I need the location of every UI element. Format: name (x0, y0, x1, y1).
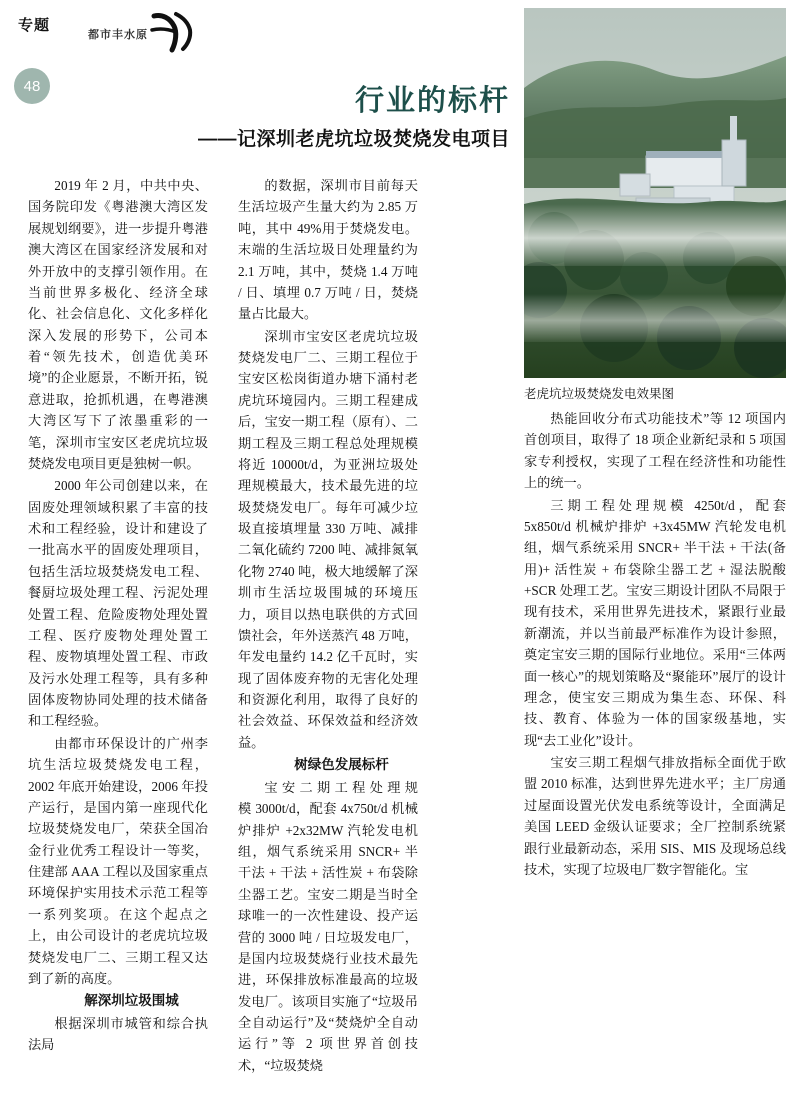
brush-stroke-logo-icon (148, 8, 196, 54)
page-title: 行业的标杆 (354, 85, 510, 117)
section-tag: 专题 (18, 17, 51, 34)
publication-logo-text: 都市丰水原 (88, 29, 148, 41)
paragraph: 根据深圳市城管和综合执法局 (28, 1016, 208, 1053)
paragraph: 宝安三期工程烟气排放指标全面优于欧盟 2010 标准，达到世界先进水平；主厂房通过屋面设置光伏发电系统等设计，全面满足美国 LEED 金级认证要求；全厂控制系统紧跟行业最新动态，采用 SIS、MIS 及现场总线技术，实现了垃圾电厂数字智能化。宝 (524, 755, 786, 877)
page-number-badge: 48 (14, 68, 50, 104)
paragraph: 深圳市宝安区老虎坑垃圾焚烧发电厂二、三期工程位于宝安区松岗街道办塘下涌村老虎坑环境园内。三期工程建成后，宝安一期工程（原有）、二期工程及三期工程总处理规模将近 10000t/d，为亚洲垃圾处理规模最大，技术最先进的垃圾焚烧发电厂。每年可减少垃圾直接填埋量 330 万吨、减排二氧化硫约 7200 吨、减排氮氧化物 2740 吨，极大地缓解了深圳市生活垃圾围城的环境压力，项目以热电联供的方式回馈社会，年外送蒸汽 48 万吨，年发电量约 14.2 亿千瓦时，实现了固体废弃物的无害化处理和资源化利用，取得了良好的社会效益、环保效益和经济效益。 (238, 328, 418, 750)
page-subtitle: ——记深圳老虎坑垃圾焚烧发电项目 (197, 129, 510, 150)
photo-caption: 老虎坑垃圾焚烧发电效果图 (524, 387, 675, 401)
paragraph: 宝 安 二 期 工 程 处 理 规 模 3000t/d，配套 4x750t/d 机械炉排炉 +2x32MW 汽轮发电机组，烟气系统采用 SNCR+ 半干法 + 干法 + 活性炭 + 布袋除尘器工艺。宝安二期是当时全球唯一的一次性建设、投产运营的 3000 吨 / 日垃圾发电厂，是国内垃圾焚烧行业技术最先进，环保排放标准最高的垃圾发电厂。该项目实施了“垃圾吊全自动运行”及“焚烧炉全自动运行”等 2 项世界首创技术，“垃圾焚烧 (238, 779, 418, 1073)
paragraph: 的数据，深圳市目前每天生活垃圾产生量大约为 2.85 万吨，其中 49%用于焚烧发电。末端的生活垃圾日处理量约为 2.1 万吨，其中，焚烧 1.4 万吨 / 日、填埋 0.7 万吨 / 日，焚烧量占比最大。 (238, 178, 418, 322)
paragraph: 2000 年公司创建以来，在固废处理领域积累了丰富的技术和工程经验，设计和建设了一批高水平的固废处理项目，包括生活垃圾焚烧发电工程、餐厨垃圾处理工程、污泥处理处置工程、危险废物处理处置工程、医疗废物处理处置工程、废物填埋处置工程、市政及污水处理工程等，具有多种固体废物协同处理的技术储备和工程经验。 (28, 478, 208, 729)
paragraph: 三期工程处理规模 4250t/d，配套 5x850t/d 机械炉排炉 +3x45MW 汽轮发电机组，烟气系统采用 SNCR+ 半干法 + 干法(备用)+ 活性炭 + 布袋除尘器工艺 + 湿法脱酸 +SCR 处理工艺。宝安三期设计团队不局限于现有技术，采用世界先进技术，紧跟行业最新潮流，并以当前最严标准作为设计参照，奠定宝安三期的国际行业地位。采用“三体两面一核心”的规划策略及“聚能环”展厅的设计理念，使宝安三期成为集生态、环保、科技、教育、体验为一体的国家级基地，实现“去工业化”设计。 (524, 497, 786, 748)
section-heading: 解深圳垃圾围城 (84, 993, 179, 1009)
body-column-3 (524, 408, 786, 1048)
body-column-1 (28, 175, 208, 1055)
paragraph: 由都市环保设计的广州李坑生活垃圾焚烧发电工程，2002 年底开始建设，2006 年投产运行，是国内第一座现代化垃圾焚烧发电厂，荣获全国冶金行业优秀工程设计一等奖，住建部 AAA 工程以及国家重点环境保护实用技术示范工程等一系列奖项。在这个起点之上，由公司设计的老虎坑垃圾焚烧发电厂二、三期工程又达到了新的高度。 (28, 735, 208, 986)
paragraph: 2019 年 2 月，中共中央、国务院印发《粤港澳大湾区发展规划纲要》，进一步提升粤港澳大湾区在国家经济发展和对外开放中的支撑引领作用。在当前世界多极化、经济全球化、社会信息化、文化多样化深入发展的形势下，公司本着“领先技术，创造优美环境”的企业愿景，不断开拓，锐意进取，抢抓机遇，在粤港澳大湾区写下了浓墨重彩的一笔，深圳市宝安区老虎坑垃圾焚烧发电项目更是独树一帜。 (28, 178, 208, 471)
aerial-plant-photo (524, 8, 786, 378)
paragraph: 热能回收分布式功能技术”等 12 项国内首创项目，取得了 18 项企业新纪录和 5 项国家专利授权，实现了工程在经济性和功能性上的统一。 (524, 411, 786, 491)
section-heading: 树绿色发展标杆 (294, 757, 389, 773)
body-column-2 (238, 175, 418, 1073)
